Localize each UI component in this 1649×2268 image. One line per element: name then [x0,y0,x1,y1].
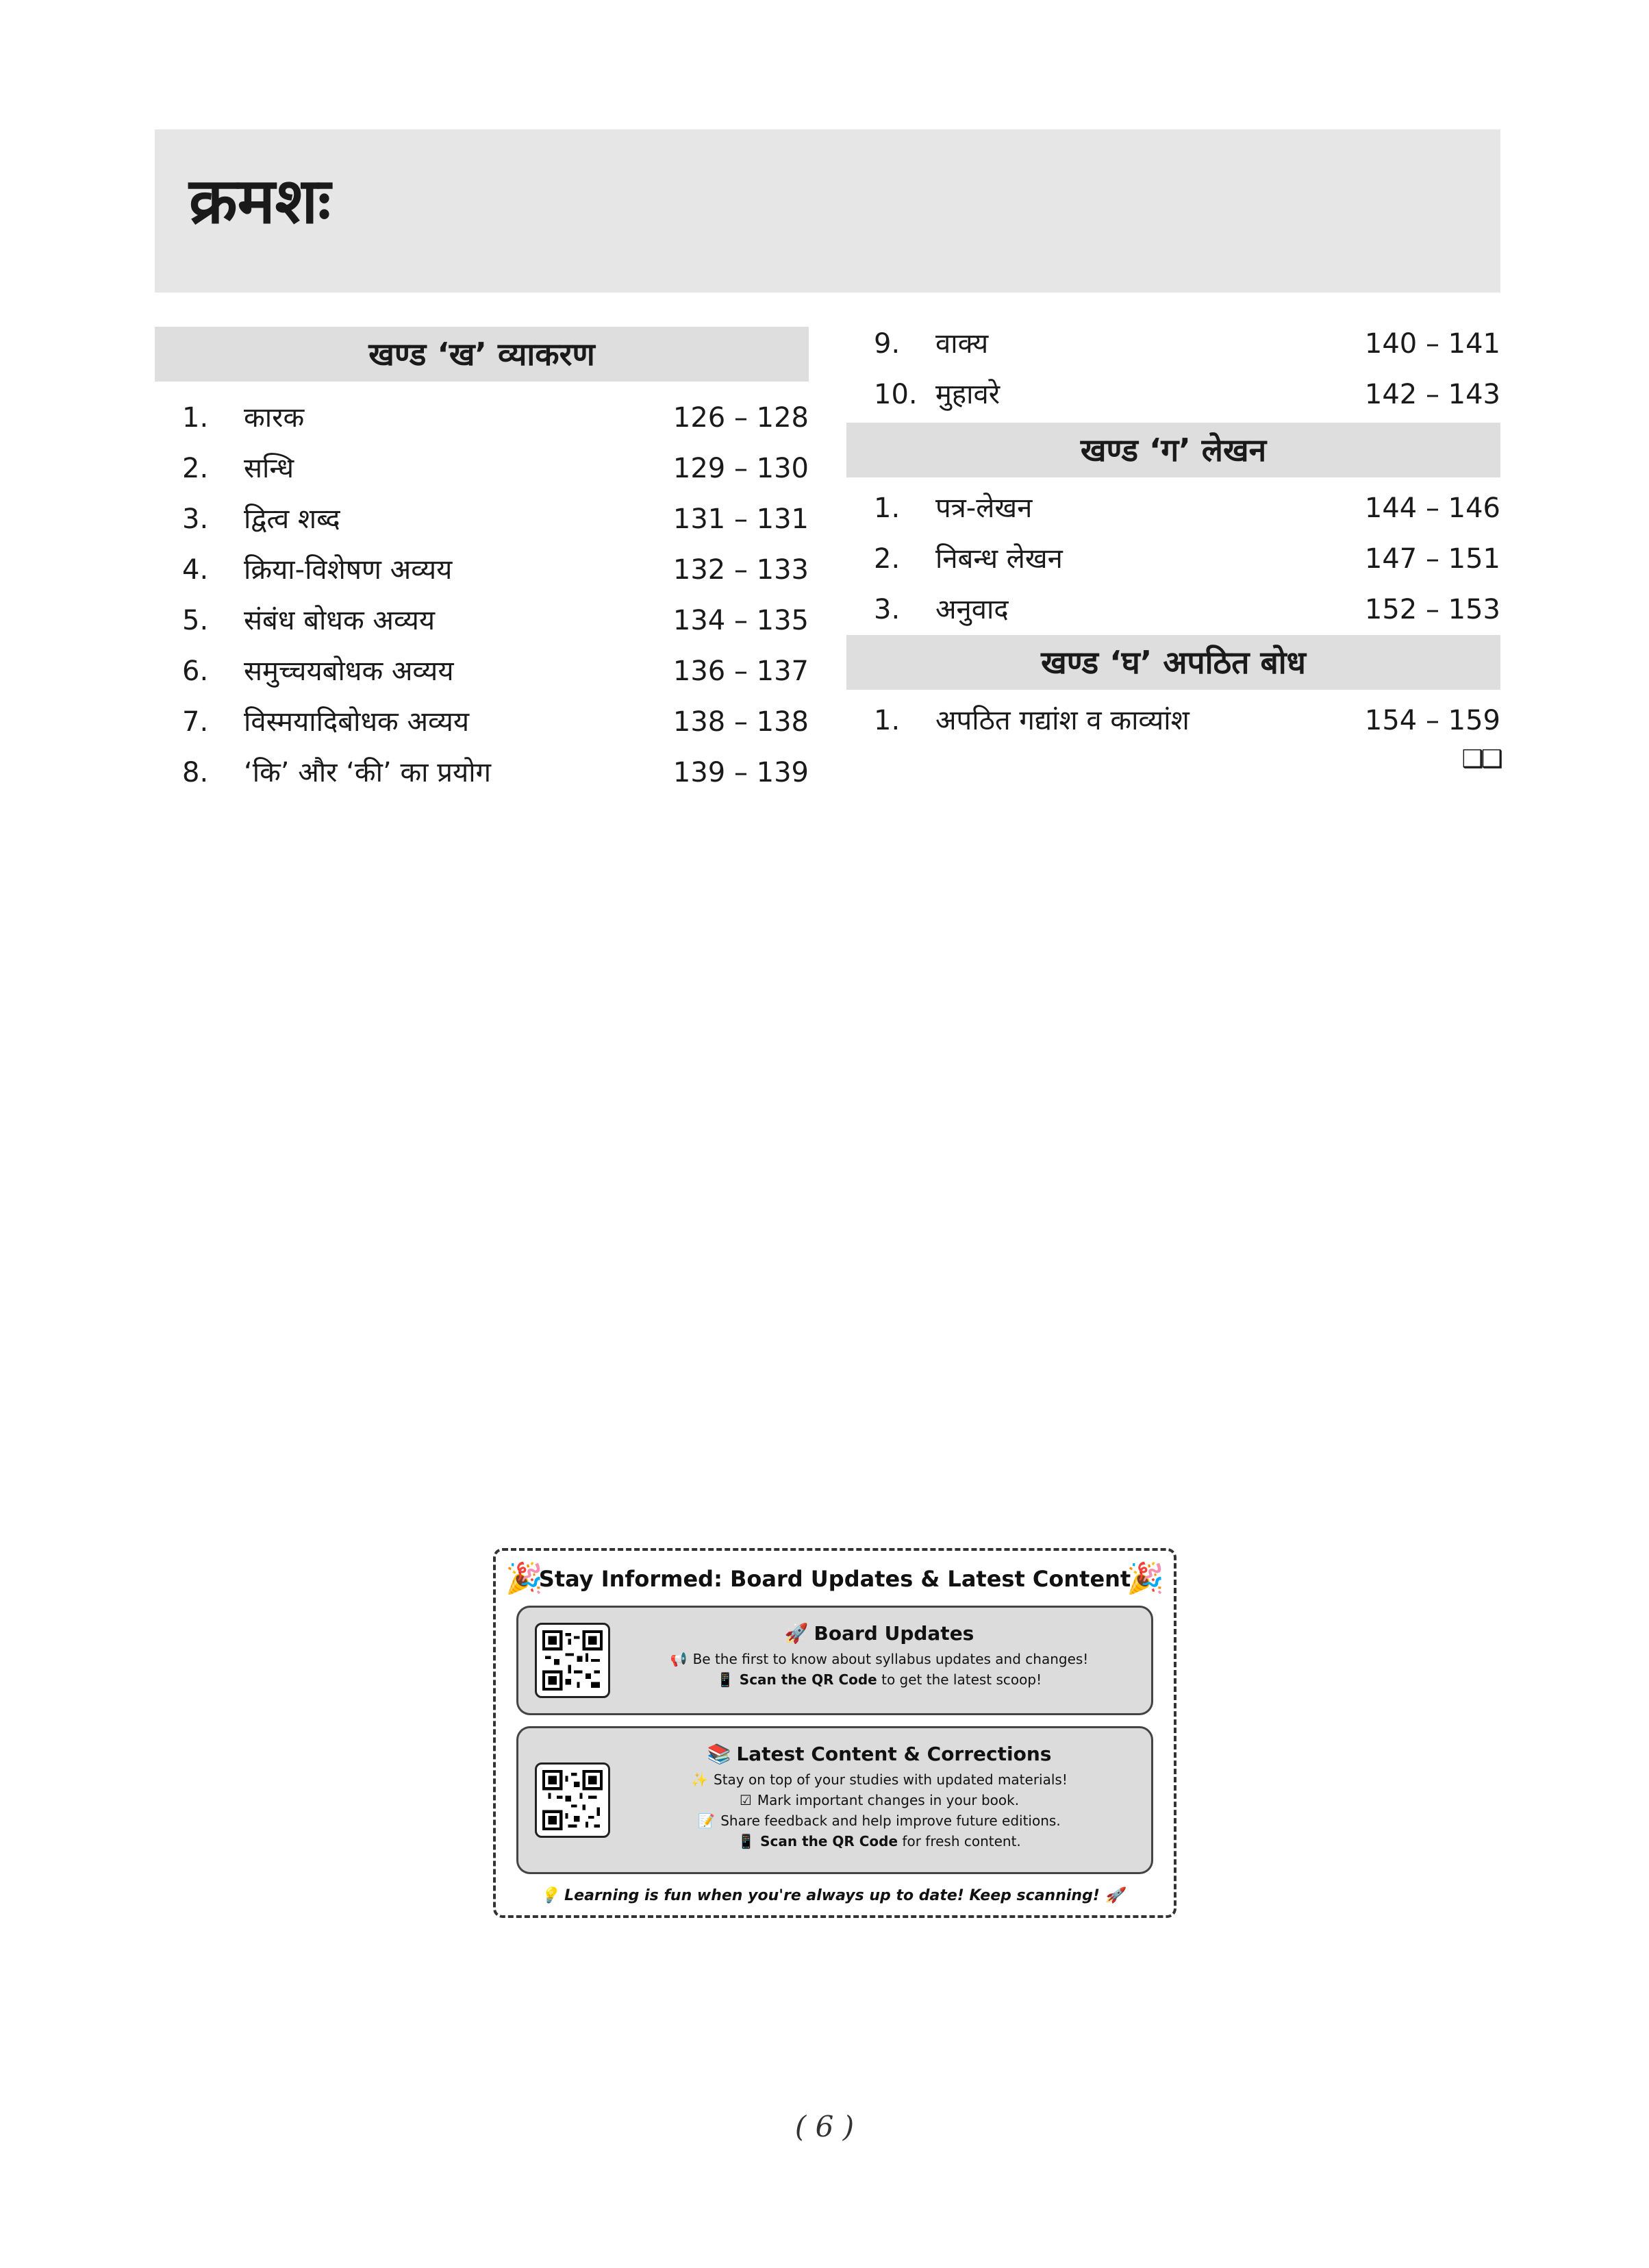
toc-entry[interactable] [846,483,1500,534]
toc-entry[interactable] [155,747,809,798]
entry-pages: 129 – 130 [672,453,809,484]
toc-left-column [155,327,809,798]
pencil-icon: 📝 [698,1812,716,1829]
toc-entry[interactable] [155,494,809,545]
entry-pages: 154 – 159 [1364,705,1500,736]
party-popper-icon: 🎉 [505,1561,543,1596]
latest-content-line1: Stay on top of your studies with updated materials! [714,1771,1068,1788]
entry-title: सन्धि [244,453,294,484]
entry-number: 4. [182,554,209,586]
entry-pages: 132 – 133 [672,554,809,586]
toc-entry[interactable] [846,534,1500,584]
phone-icon: 📱 [716,1671,734,1688]
entry-pages: 134 – 135 [672,605,809,636]
entry-pages: 126 – 128 [672,402,809,434]
toc-entry[interactable] [155,392,809,443]
entry-pages: 139 – 139 [672,757,809,788]
entry-title: मुहावरे [935,379,1000,410]
entry-number: 5. [182,605,209,636]
entry-pages: 131 – 131 [672,503,809,535]
rocket-icon: 🚀 [1105,1887,1124,1904]
toc-entry[interactable] [846,584,1500,635]
entry-number: 9. [874,328,901,360]
toc-entry[interactable] [846,369,1500,420]
entry-number: 7. [182,706,209,738]
info-box-footer [496,1887,1174,1904]
toc-right-column [846,319,1500,773]
entry-title: निबन्ध लेखन [935,543,1063,575]
section-heading-kha: खण्ड ‘ख’ व्याकरण [155,327,809,382]
toc-list [846,695,1500,746]
page-title: क्रमशः [189,164,331,238]
toc-entry[interactable] [846,319,1500,369]
toc-entry[interactable] [155,545,809,595]
toc-entry[interactable] [155,443,809,494]
latest-content-heading: Latest Content & Corrections [736,1743,1052,1765]
entry-title: पत्र-लेखन [935,493,1033,524]
rocket-icon: 🚀 [784,1622,809,1645]
footer-text: Learning is fun when you're always up to date! Keep scanning! [564,1887,1100,1904]
toc-list [846,319,1500,420]
entry-number: 1. [874,493,901,524]
entry-title: द्वित्व शब्द [244,503,340,535]
entry-pages: 144 – 146 [1364,493,1500,524]
entry-title: कारक [244,402,305,434]
entry-pages: 138 – 138 [672,706,809,738]
latest-content-line3: Share feedback and help improve future editions. [720,1812,1061,1829]
entry-number: 3. [874,594,901,625]
entry-title: क्रिया-विशेषण अव्यय [244,554,453,586]
toc-entry[interactable] [155,697,809,747]
entry-number: 8. [182,757,209,788]
end-mark: ❑❑ [1461,745,1500,773]
board-updates-heading: Board Updates [814,1622,974,1645]
entry-number: 10. [874,379,918,410]
entry-number: 2. [874,543,901,575]
toc-entry[interactable] [155,595,809,646]
phone-icon: 📱 [738,1833,755,1849]
entry-pages: 136 – 137 [672,656,809,687]
entry-title: ‘कि’ और ‘की’ का प्रयोग [244,757,492,788]
entry-number: 1. [182,402,209,434]
entry-number: 2. [182,453,209,484]
latest-content-line2: Mark important changes in your book. [757,1792,1020,1808]
entry-number: 6. [182,656,209,687]
entry-title: अनुवाद [935,594,1009,625]
entry-title: समुच्चयबोधक अव्यय [244,656,454,687]
entry-pages: 152 – 153 [1364,594,1500,625]
board-updates-line1: Be the first to know about syllabus updates and changes! [692,1651,1089,1667]
books-icon: 📚 [707,1743,731,1765]
entry-title: संबंध बोधक अव्यय [244,605,436,636]
toc-list [155,392,809,798]
scan-qr-label: Scan the QR Code [760,1833,898,1849]
scan-qr-label: Scan the QR Code [739,1671,877,1688]
entry-pages: 142 – 143 [1364,379,1500,410]
latest-content-panel [516,1726,1153,1874]
stay-informed-box [493,1548,1176,1918]
toc-entry[interactable] [846,695,1500,746]
sparkles-icon: ✨ [691,1771,709,1788]
board-updates-panel [516,1606,1153,1715]
toc-entry[interactable] [155,646,809,697]
entry-number: 1. [874,705,901,736]
checkbox-icon: ☑ [739,1792,752,1808]
party-popper-icon: 🎉 [1126,1561,1164,1596]
page-number: ( 6 ) [794,2110,855,2143]
qr-code[interactable] [535,1762,610,1838]
megaphone-icon: 📢 [670,1651,688,1667]
latest-content-line4: for fresh content. [898,1833,1021,1849]
entry-title: अपठित गद्यांश व काव्यांश [935,705,1189,736]
lightbulb-icon: 💡 [540,1887,559,1904]
qr-code[interactable] [535,1623,610,1698]
entry-number: 3. [182,503,209,535]
header-band [155,129,1500,292]
entry-title: वाक्य [935,328,989,360]
section-heading-gha: खण्ड ‘घ’ अपठित बोध [846,635,1500,690]
entry-pages: 140 – 141 [1364,328,1500,360]
board-updates-line2: to get the latest scoop! [877,1671,1042,1688]
entry-pages: 147 – 151 [1364,543,1500,575]
toc-list [846,483,1500,635]
info-box-title: Stay Informed: Board Updates & Latest Content [538,1566,1131,1592]
section-heading-ga: खण्ड ‘ग’ लेखन [846,423,1500,477]
entry-title: विस्मयादिबोधक अव्यय [244,706,470,738]
